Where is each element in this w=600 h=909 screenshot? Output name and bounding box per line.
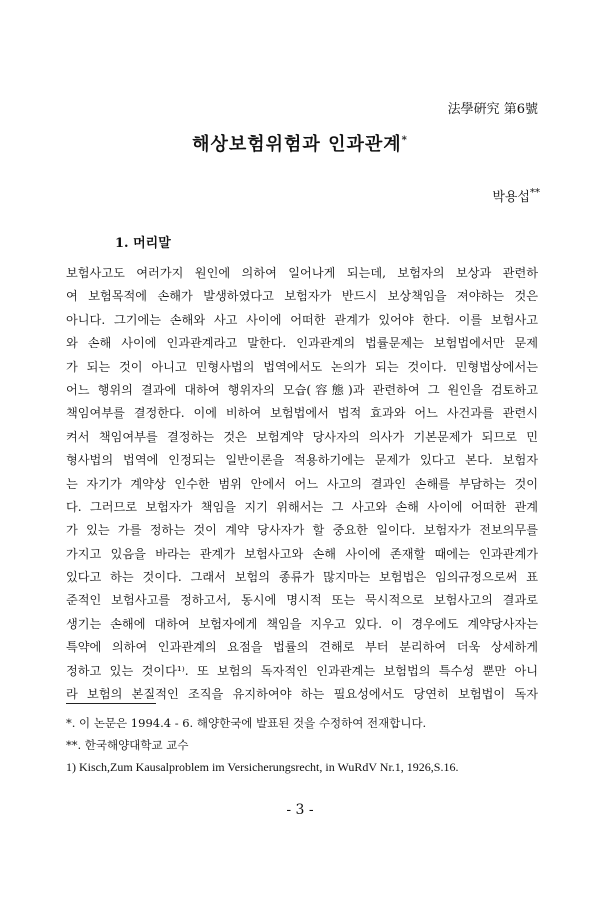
body-line: 형사법의 법역에 인정되는 일반이론을 적용하기에는 문제가 있다고 본다. 보험자 bbox=[66, 453, 538, 468]
paper-title bbox=[0, 130, 600, 156]
author bbox=[492, 186, 540, 205]
title-footnote-mark: * bbox=[401, 135, 408, 146]
body-text bbox=[66, 262, 538, 706]
journal-header: 法學硏究 第6號 bbox=[447, 102, 538, 117]
body-line: 켜서 책임여부를 결정하는 것은 보험계약 당사자의 의사가 기본문제가 되므로 민 bbox=[66, 429, 538, 444]
body-line: 있다고 하는 것이다. 그래서 보험의 종류가 많지마는 보험법은 임의규정으로써 표 bbox=[66, 570, 538, 585]
title-text: 해상보험위험과 인과관계 bbox=[192, 134, 402, 155]
body-line: 특약에 의하여 인과관계의 요점을 법률의 견해로 부터 분리하여 더욱 상세하게 bbox=[66, 640, 538, 655]
body-line: 가 되는 것이 아니고 민형사법의 법역에서도 논의가 되는 것이다. 민형법상에서는 bbox=[66, 359, 538, 374]
body-line: 책임여부를 결정한다. 이에 비하여 보험법에서 법적 효과와 어느 사건과를 관련시 bbox=[66, 406, 538, 421]
body-line: 다. 그러므로 보험자가 책임을 지기 위해서는 그 사고와 손해 사이에 어떠한 관계 bbox=[66, 499, 538, 514]
section-heading: 1. 머리말 bbox=[115, 236, 171, 251]
author-footnote-mark: ** bbox=[530, 187, 540, 199]
body-line: 와 손해 사이에 인과관계라고 말한다. 인과관계의 법률문제는 보험법에서만 문제 bbox=[66, 336, 538, 351]
body-line: 정하고 있는 것이다¹⁾. 또 보험의 독자적인 인과관계는 보험법의 특수성 뿐만 아니 bbox=[66, 663, 538, 678]
footnote: *. 이 논문은 1994.4 - 6. 해양한국에 발표된 것을 수정하여 전재합니다. bbox=[66, 716, 427, 730]
body-line: 는 자기가 계약상 인수한 범위 안에서 어느 사고의 결과인 손해를 부담하는 것이 bbox=[66, 476, 538, 491]
body-line: 보험사고도 여러가지 원인에 의하여 일어나게 되는데, 보험자의 보상과 관련하 bbox=[66, 266, 538, 280]
author-name: 박용섭 bbox=[492, 190, 530, 205]
footnote: **. 한국해양대학교 교수 bbox=[66, 738, 189, 752]
body-line: 생기는 손해에 대하여 보험자에게 책임을 지우고 있다. 이 경우에도 계약당사자는 bbox=[66, 616, 538, 631]
body-line: 아니다. 그기에는 손해와 사고 사이에 어떠한 관계가 있어야 한다. 이를 보험사고 bbox=[66, 312, 538, 327]
page-number: - 3 - bbox=[286, 802, 314, 818]
footnotes bbox=[66, 712, 546, 778]
body-line: 어느 행위의 결과에 대하여 행위자의 모습(容態)과 관련하여 그 원인을 검토하고 bbox=[66, 382, 538, 397]
body-line: 라 보험의 본질적인 조직을 유지하여야 하는 필요성에서도 당연히 보험법이 독자 bbox=[66, 687, 538, 702]
body-line: 가지고 있음을 바라는 관계가 보험사고와 손해 사이에 존재할 때에는 인과관계가 bbox=[66, 546, 538, 561]
body-line: 여 보험목적에 손해가 발생하였다고 보험자가 반드시 보상책임을 져야하는 것은 bbox=[66, 289, 538, 304]
footnote: 1) Kisch,Zum Kausalproblem im Versicherungsrecht, in WuRdV Nr.1, 1926,S.16. bbox=[66, 760, 459, 774]
footnote-divider bbox=[66, 703, 156, 704]
body-line: 가 있는 가를 정하는 것이 계약 당사자가 할 중요한 일이다. 보험자가 전보의무를 bbox=[66, 523, 538, 538]
body-line: 준적인 보험사고를 정하고서, 동시에 명시적 또는 묵시적으로 보험사고의 결과로 bbox=[66, 593, 538, 608]
